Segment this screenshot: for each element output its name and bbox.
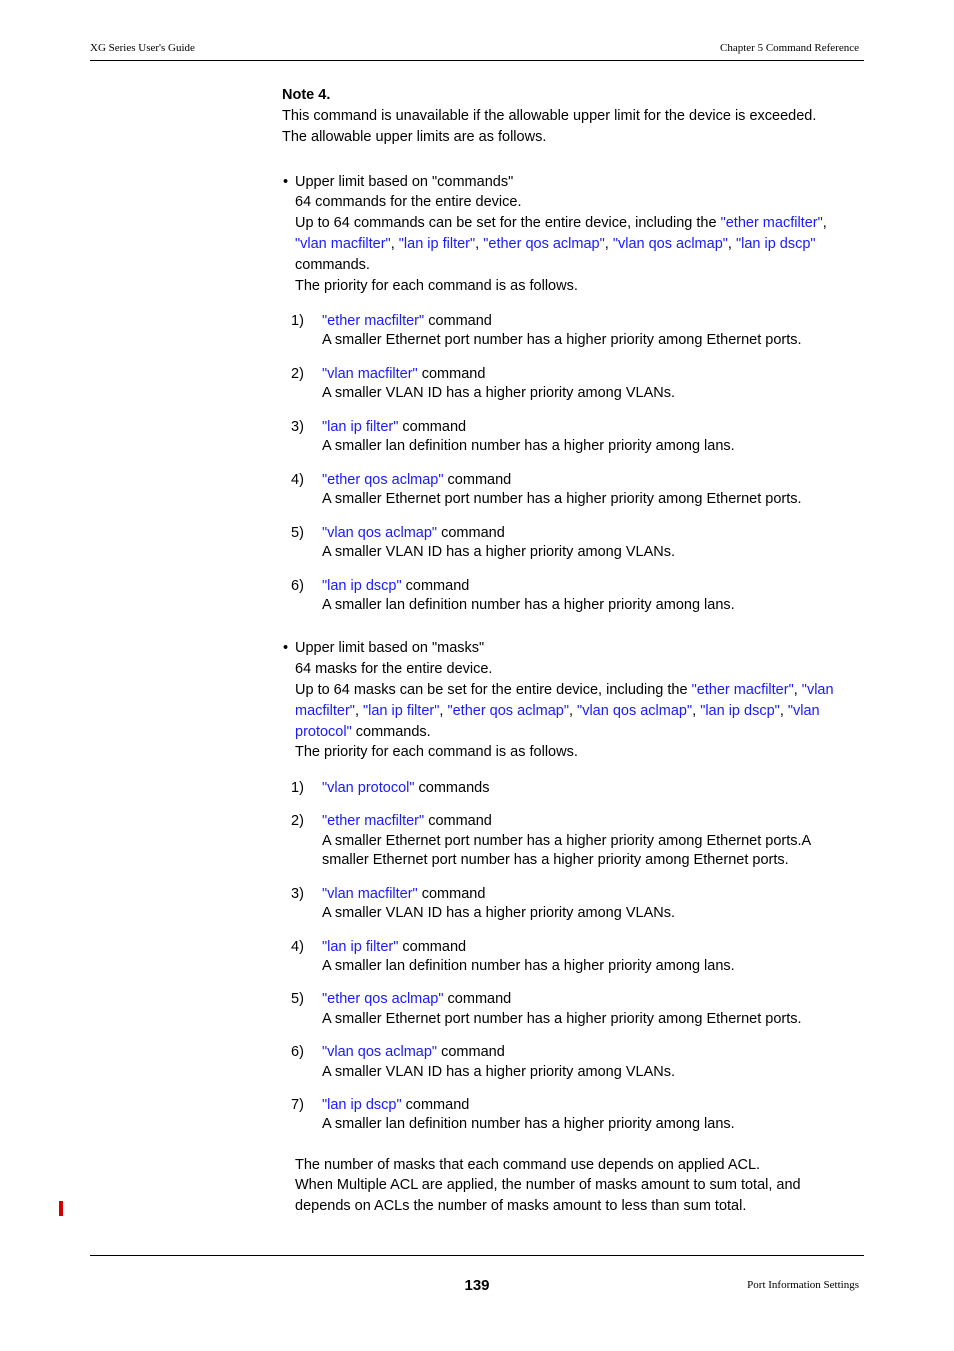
link-vlan-macfilter[interactable]: macfilter" <box>295 703 355 719</box>
item-title <box>322 1043 505 1061</box>
link-lan-ip-filter[interactable]: "lan ip filter" <box>398 236 476 252</box>
item-label: command <box>437 525 505 541</box>
note-title: Note 4. <box>282 87 331 103</box>
item-number: 1) <box>291 313 304 329</box>
header-guide-title: XG Series User's Guide <box>90 42 195 54</box>
item-number: 6) <box>291 578 304 594</box>
separator: , <box>475 236 480 252</box>
item-label: command <box>424 813 492 829</box>
item-number: 7) <box>291 1097 304 1113</box>
item-description: A smaller Ethernet port number has a higher priority among Ethernet ports. <box>322 332 802 348</box>
item-description: A smaller lan definition number has a higher priority among lans. <box>322 597 735 613</box>
item-number: 2) <box>291 813 304 829</box>
masks-line: 64 masks for the entire device. <box>295 661 493 677</box>
link-vlan-macfilter[interactable]: "vlan macfilter" <box>295 236 391 252</box>
item-label: command <box>443 991 512 1007</box>
item-number: 1) <box>291 780 304 796</box>
item-description: A smaller VLAN ID has a higher priority among VLANs. <box>322 544 675 560</box>
item-label: command <box>417 366 486 382</box>
link-ether-macfilter[interactable]: "ether macfilter" <box>720 215 823 231</box>
closing-line: depends on ACLs the number of masks amount to less than sum total. <box>295 1198 747 1214</box>
item-number: 6) <box>291 1044 304 1060</box>
link-vlan-protocol[interactable]: protocol" <box>295 724 352 740</box>
item-number: 3) <box>291 886 304 902</box>
item-label: command <box>401 1097 470 1113</box>
commands-priority: The priority for each command is as follows. <box>295 278 578 294</box>
item-title <box>322 365 485 383</box>
closing-line: The number of masks that each command use depends on applied ACL. <box>295 1157 761 1173</box>
separator: , <box>604 236 609 252</box>
item-label: command <box>437 1044 505 1060</box>
link-vlan-qos-aclmap[interactable]: "vlan qos aclmap" <box>577 703 693 719</box>
text: Up to 64 commands can be set for the entire device, including the <box>295 215 721 231</box>
item-command-link[interactable]: "vlan qos aclmap" <box>322 1044 438 1060</box>
item-number: 4) <box>291 472 304 488</box>
masks-priority: The priority for each command is as follows. <box>295 744 578 760</box>
item-description: A smaller lan definition number has a higher priority among lans. <box>322 958 735 974</box>
item-label: command <box>424 313 492 329</box>
item-number: 4) <box>291 939 304 955</box>
item-title <box>322 885 485 903</box>
item-title <box>322 418 466 436</box>
masks-line <box>295 702 820 720</box>
separator: , <box>354 703 359 719</box>
commands-heading: Upper limit based on "commands" <box>295 174 514 190</box>
header-chapter-title: Chapter 5 Command Reference <box>720 42 859 54</box>
separator: , <box>779 703 784 719</box>
commands-line <box>295 214 827 232</box>
text: commands. <box>351 724 431 740</box>
footer-divider <box>90 1255 864 1256</box>
item-command-link[interactable]: "ether macfilter" <box>322 313 425 329</box>
item-command-link[interactable]: "lan ip filter" <box>322 419 399 435</box>
item-title <box>322 990 511 1008</box>
item-title <box>322 524 505 542</box>
item-label: command <box>398 419 467 435</box>
separator: , <box>727 236 732 252</box>
item-description: A smaller VLAN ID has a higher priority among VLANs. <box>322 905 675 921</box>
link-ether-qos-aclmap[interactable]: "ether qos aclmap" <box>483 236 605 252</box>
item-label: command <box>398 939 467 955</box>
separator: , <box>793 682 798 698</box>
link-lan-ip-filter[interactable]: "lan ip filter" <box>363 703 440 719</box>
item-number: 2) <box>291 366 304 382</box>
item-description: A smaller VLAN ID has a higher priority among VLANs. <box>322 385 675 401</box>
note-line: The allowable upper limits are as follows. <box>282 129 547 145</box>
item-command-link[interactable]: "ether macfilter" <box>322 813 425 829</box>
item-title <box>322 938 466 956</box>
link-vlan-protocol[interactable]: "vlan <box>787 703 820 719</box>
masks-line <box>295 681 834 699</box>
footer-section-title: Port Information Settings <box>747 1279 859 1291</box>
separator: , <box>390 236 395 252</box>
item-command-link[interactable]: "lan ip dscp" <box>322 578 402 594</box>
commands-line <box>295 235 816 253</box>
item-label: command <box>401 578 470 594</box>
item-title <box>322 577 469 595</box>
header-divider <box>90 60 864 61</box>
commands-line: 64 commands for the entire device. <box>295 194 522 210</box>
item-label: commands <box>414 780 490 796</box>
separator: , <box>692 703 697 719</box>
closing-line: When Multiple ACL are applied, the number of masks amount to sum total, and <box>295 1177 801 1193</box>
item-command-link[interactable]: "lan ip filter" <box>322 939 399 955</box>
masks-line <box>295 723 431 741</box>
item-number: 3) <box>291 419 304 435</box>
item-description: A smaller Ethernet port number has a higher priority among Ethernet ports.A <box>322 833 812 849</box>
link-vlan-qos-aclmap[interactable]: "vlan qos aclmap" <box>612 236 728 252</box>
link-ether-qos-aclmap[interactable]: "ether qos aclmap" <box>447 703 569 719</box>
note-line: This command is unavailable if the allowable upper limit for the device is exceeded. <box>282 108 817 124</box>
separator: , <box>822 215 827 231</box>
item-description: A smaller lan definition number has a higher priority among lans. <box>322 438 735 454</box>
link-vlan-macfilter[interactable]: "vlan <box>801 682 834 698</box>
masks-heading: Upper limit based on "masks" <box>295 640 485 656</box>
item-description: A smaller VLAN ID has a higher priority among VLANs. <box>322 1064 675 1080</box>
item-command-link[interactable]: "lan ip dscp" <box>322 1097 402 1113</box>
item-command-link[interactable]: "vlan macfilter" <box>322 366 418 382</box>
item-number: 5) <box>291 525 304 541</box>
change-bar-marker <box>59 1201 63 1216</box>
separator: , <box>439 703 444 719</box>
page-number: 139 <box>464 1277 490 1294</box>
item-command-link[interactable]: "ether qos aclmap" <box>322 472 444 488</box>
separator: , <box>568 703 574 719</box>
bullet: • <box>283 174 289 190</box>
commands-line: commands. <box>295 257 370 273</box>
item-description: A smaller Ethernet port number has a higher priority among Ethernet ports. <box>322 1011 802 1027</box>
item-description: A smaller lan definition number has a higher priority among lans. <box>322 1116 735 1132</box>
item-description: smaller Ethernet port number has a higher priority among Ethernet ports. <box>322 852 789 868</box>
item-title <box>322 312 492 330</box>
item-command-link[interactable]: "vlan macfilter" <box>322 886 418 902</box>
item-title <box>322 471 511 489</box>
item-label: command <box>417 886 486 902</box>
text: Up to 64 masks can be set for the entire device, including the <box>295 682 692 698</box>
item-title <box>322 779 489 797</box>
item-command-link[interactable]: "ether qos aclmap" <box>322 991 444 1007</box>
link-ether-macfilter[interactable]: "ether macfilter" <box>691 682 794 698</box>
item-label: command <box>443 472 512 488</box>
bullet: • <box>283 640 289 656</box>
item-number: 5) <box>291 991 304 1007</box>
link-lan-ip-dscp[interactable]: "lan ip dscp" <box>735 236 816 252</box>
link-lan-ip-dscp[interactable]: "lan ip dscp" <box>700 703 780 719</box>
item-title <box>322 812 492 830</box>
item-description: A smaller Ethernet port number has a higher priority among Ethernet ports. <box>322 491 802 507</box>
item-command-link[interactable]: "vlan protocol" <box>322 780 415 796</box>
item-title <box>322 1096 469 1114</box>
item-command-link[interactable]: "vlan qos aclmap" <box>322 525 438 541</box>
